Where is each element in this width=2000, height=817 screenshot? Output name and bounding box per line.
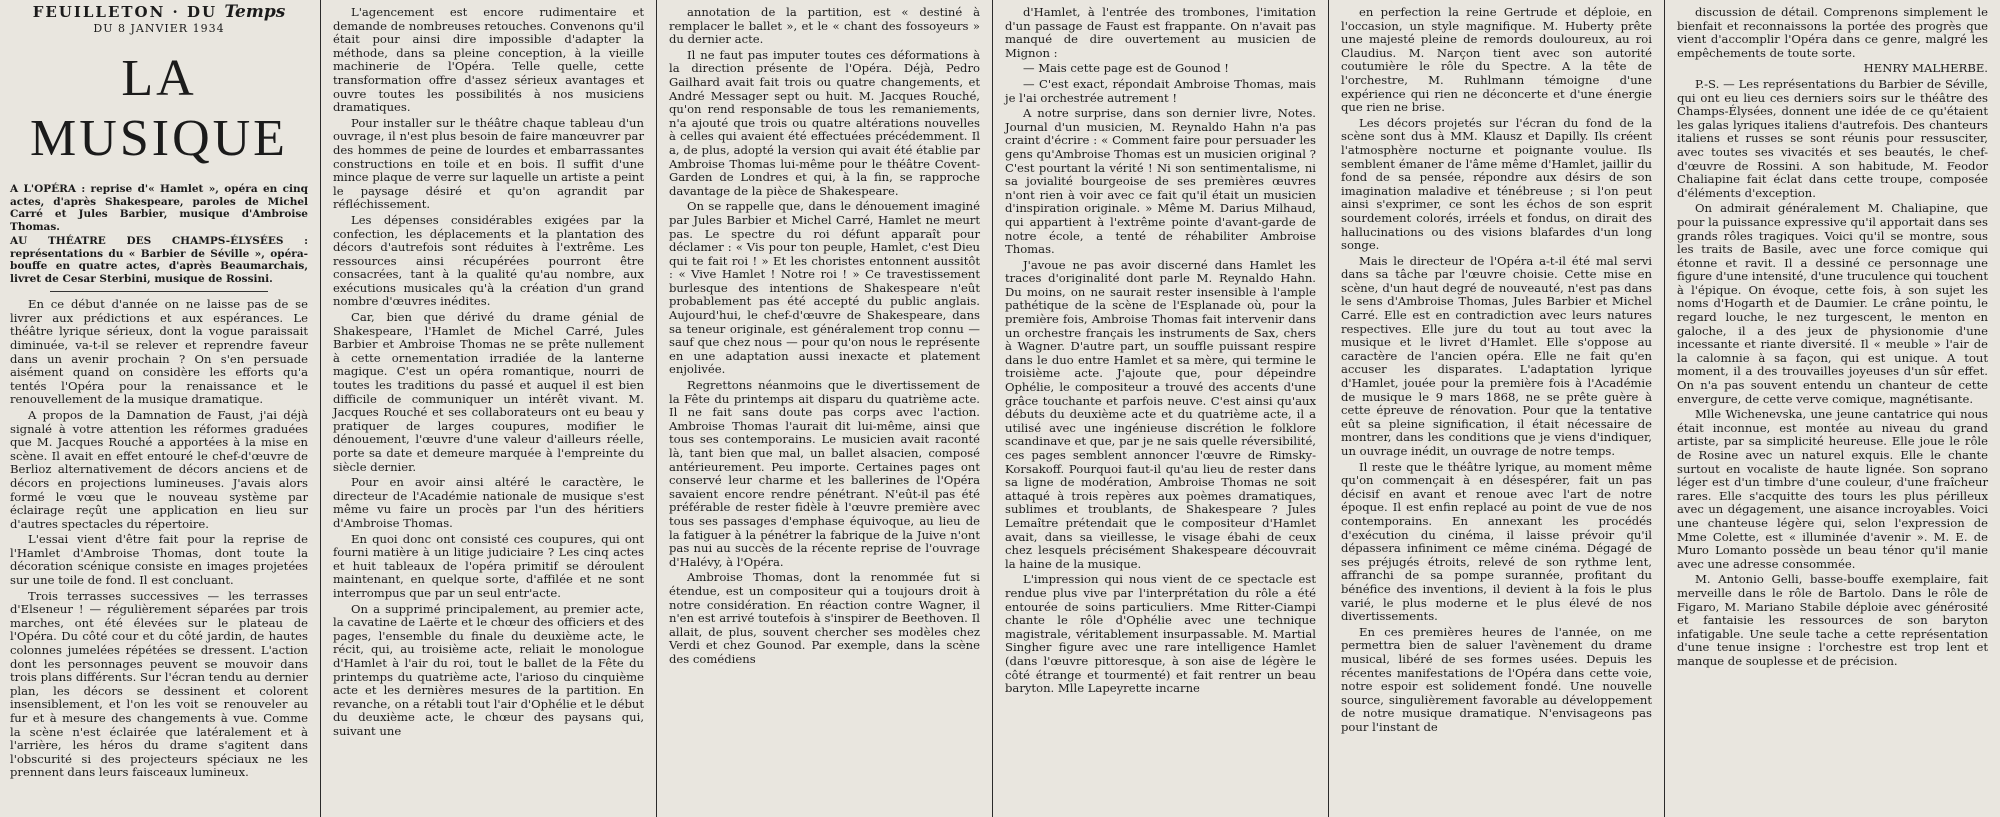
column-1 (0, 0, 320, 817)
dateline: DU 8 JANVIER 1934 (93, 21, 225, 35)
paragraph: M. Antonio Gelli, basse-bouffe exemplaire, fait merveille dans le rôle de Bartolo. Dans le rôle de Figaro, M. Mariano Stabile déploie avec générosité et fantaisie les ressources de son baryton infatigable. Une seule tache a cette représentation d'une tenue insigne : l'orchestre est trop lent et manque de souplesse et de précision. (1677, 572, 1988, 668)
paragraph: discussion de détail. Comprenons simplement le bienfait et reconnaissons la portée des progrès que vient d'accomplir l'Opéra dans ce genre, malgré les empêchements de toute sorte. (1677, 5, 1988, 60)
paragraph: A notre surprise, dans son dernier livre, Notes. Journal d'un musicien, M. Reynaldo Hahn n'a pas craint d'écrire : « Comment faire pour persuader les gens qu'Ambroise Thomas est un musicien original ? C'est pourtant la vérité ! Ni son sentimentalisme, ni sa jovialité bourgeoise de ses premières œuvres n'ont rien à voir avec ce fait qu'il était un musicien d'inspiration originale. » Même M. Darius Milhaud, qui appartient à l'extrême pointe d'avant-garde de notre école, a tenté de réhabiliter Ambroise Thomas. (1005, 106, 1316, 257)
column-4 (992, 0, 1328, 817)
headline: LA MUSIQUE (30, 50, 288, 168)
paragraph: d'Hamlet, à l'entrée des trombones, l'imitation d'un passage de Faust est frappante. On n'avait pas manqué de dire ouvertement au musicien de Mignon : (1005, 5, 1316, 60)
newspaper-logo: Temps (224, 2, 286, 22)
paragraph: L'agencement est encore rudimentaire et demande de nombreuses retouches. Convenons qu'il était pour ainsi dire impossible d'adapter la méthode, dans sa pleine conception, à la vieille machinerie de l'Opéra. Telle quelle, cette transformation offre d'assez sérieux avantages et ouvre toutes les possibilités à nos musiciens dramatiques. (333, 5, 644, 115)
paragraph: On a supprimé principalement, au premier acte, la cavatine de Laërte et le chœur des officiers et des pages, l'ensemble du finale du deuxième acte, le récit, qui, au troisième acte, reliait le monologue d'Hamlet à l'air du roi, tout le ballet de la Fête du printemps du quatrième acte, l'arioso du cinquième acte et les dernières mesures de la partition. En revanche, on a rétabli tout l'air d'Ophélie et le début du deuxième acte, le chœur des paysans qui, suivant une (333, 601, 644, 738)
paragraph: L'essai vient d'être fait pour la reprise de l'Hamlet d'Ambroise Thomas, dont toute la décoration scénique consiste en images projetées sur une toile de fond. Il est concluant. (10, 532, 308, 588)
paragraph: En ce début d'année on ne laisse pas de se livrer aux prédictions et aux espérances. Le théâtre lyrique sérieux, dont la vogue paraissait diminuée, va-t-il se relever et reprendre faveur dans un avenir prochain ? On s'en persuade aisément quand on considère les efforts qu'a tentés l'Opéra pour la renaissance et le renouvellement de la musique dramatique. (10, 297, 308, 407)
paragraph: — Mais cette page est de Gounod ! (1023, 61, 1229, 76)
author-signature: HENRY MALHERBE. (1863, 61, 1988, 76)
paragraph: Pour installer sur le théâtre chaque tableau d'un ouvrage, il n'est plus besoin de faire manœuvrer par des hommes de peine de lourdes et embarrassantes constructions en toile et en bois. Il suffit d'une mince plaque de verre sur laquelle un artiste a peint le paysage désiré et qu'on agrandit par réfléchissement. (333, 115, 644, 212)
paragraph: Pour en avoir ainsi altéré le caractère, le directeur de l'Académie nationale de musique s'est même vu faire un procès par l'un des héritiers d'Ambroise Thomas. (333, 475, 644, 530)
paragraph: Les dépenses considérables exigées par la confection, les déplacements et la plantation des décors d'autrefois sont réduites à l'extrême. Les ressources ainsi récupérées pourront être consacrées, tant à la qualité qu'au nombre, aux exécutions musicales qu'à la création d'un grand nombre d'œuvres inédites. (333, 212, 644, 309)
paragraph: Il ne faut pas imputer toutes ces déformations à la direction présente de l'Opéra. Déjà, Pedro Gailhard avait fait trois ou quatre changements, et André Messager sept ou huit. M. Jacques Rouché, qu'on rend responsable de tous les remaniements, n'a ajouté que trois ou quatre altérations nouvelles à celles qui avaient été effectuées précédemment. Il a, de plus, adopté la version qui avait été établie par Ambroise Thomas lui-même pour le théâtre Covent-Garden de Londres et qui, à la fin, se rapproche davantage de la pièce de Shakespeare. (669, 47, 980, 198)
column-3 (656, 0, 992, 817)
paragraph: Les décors projetés sur l'écran du fond de la scène sont dus à MM. Klausz et Dapilly. Ils créent l'atmosphère nocturne et poignante voulue. Ils semblent émaner de l'âme même d'Hamlet, jaillir du fond de sa pensée, répondre aux désirs de son imagination maladive et ténébreuse ; si l'on peut ainsi s'exprimer, ce sont les échos de son esprit sourdement colorés, irréels et fondus, on dirait des hallucinations ou des visions blafardes d'un long songe. (1341, 115, 1652, 253)
column-5 (1328, 0, 1664, 817)
column-6 (1664, 0, 2000, 817)
divider (50, 291, 268, 292)
paragraph: Il reste que le théâtre lyrique, au moment même qu'on commençait à en désespérer, fait un pas décisif en avant et renoue avec l'art de notre époque. Il est enfin replacé au point de vue de nos contemporains. En annexant les procédés d'exécution du cinéma, il laisse prévoir qu'il dépassera infiniment ce même cinéma. Dégagé de ses préjugés étroits, relevé de son rythme lent, affranchi de sa pompe surannée, profitant du bénéfice des inventions, il devient à la fois le plus varié, le plus moderne et le plus élevé de nos divertissements. (1341, 459, 1652, 624)
paragraph: — C'est exact, répondait Ambroise Thomas, mais je l'ai orchestrée autrement ! (1005, 76, 1316, 105)
paragraph: A propos de la Damnation de Faust, j'ai déjà signalé à votre attention les réformes graduées que M. Jacques Rouché a apportées à la mise en scène. Il avait en effet entouré le chef-d'œuvre de Berlioz alternativement de décors anciens et de décors en projections lumineuses. J'avais alors formé le vœu que le nouveau système par éclairage reçût une application en lieu sur d'autres spectacles du répertoire. (10, 407, 308, 531)
paragraph: Ambroise Thomas, dont la renommée fut si étendue, est un compositeur qui a toujours droit à notre considération. En réaction contre Wagner, il n'en est arrivé toutefois à s'inspirer de Beethoven. Il allait, de plus, souvent chercher ses modèles chez Verdi et chez Gounod. Par exemple, dans la scène des comédiens (669, 570, 980, 666)
paragraph: J'avoue ne pas avoir discerné dans Hamlet les traces d'originalité dont parle M. Reynaldo Hahn. Du moins, on ne saurait rester insensible à l'ample pathétique de la scène de l'Esplanade où, pour la première fois, Ambroise Thomas fait intervenir dans un orchestre français les instruments de Sax, chers à Wagner. D'autre part, un souffle puissant respire dans le duo entre Hamlet et sa mère, qui termine le troisième acte. J'ajoute que, pour dépeindre Ophélie, le compositeur a trouvé des accents d'une grâce touchante et parfois neuve. C'est ainsi qu'aux débuts du deuxième acte et du quatrième acte, il a utilisé avec une ingénieuse discrétion le folklore scandinave et que, par je ne sais quelle réversibilité, ces pages semblent annoncer l'œuvre de Rimsky-Korsakoff. Pourquoi faut-il qu'au lieu de rester dans sa ligne de modération, Ambroise Thomas ne soit attaqué à trois repères aux poèmes dramatiques, sublimes et troublants, de Shakespeare ? Jules Lemaître prétendait que le compositeur d'Hamlet avait, dans sa vieillesse, le visage ébahi de ceux chez lesquels précisément Shakespeare découvrait la haine de la musique. (1005, 257, 1316, 571)
feuilleton-label (10, 2, 308, 22)
paragraph: annotation de la partition, est « destiné à remplacer le ballet », et le « chant des fossoyeurs » du dernier acte. (669, 5, 980, 47)
paragraph: P.-S. — Les représentations du Barbier de Séville, qui ont eu lieu ces derniers soirs sur le théâtre des Champs-Élysées, donnent une idée de ce qu'étaient les galas lyriques italiens d'autrefois. Des chanteurs italiens et russes se sont réunis pour ressusciter, avec toutes ses vivacités et ses beautés, le chef-d'œuvre de Rossini. A son habitude, M. Feodor Chaliapine fait éclat dans cette troupe, composée d'éléments d'exception. (1677, 76, 1988, 200)
masthead (10, 2, 308, 35)
program-champs-elysees: AU THÉATRE DES CHAMPS-ÉLYSÉES : représentations du « Barbier de Séville », opéra-bouffe en quatre actes, d'après Beaumarchais, livret de Cesar Sterbini, musique de Rossini. (10, 235, 308, 285)
paragraph: En ces premières heures de l'année, on me permettra bien de saluer l'avènement du drame musical, libéré de ses formes usées. Depuis les récentes manifestations de l'Opéra dans cette voie, notre espoir est solidement fondé. Une nouvelle source, singulièrement favorable au développement de notre musique dramatique. N'envisageons pas pour l'instant de (1341, 624, 1652, 734)
paragraph: On se rappelle que, dans le dénouement imaginé par Jules Barbier et Michel Carré, Hamlet ne meurt pas. Le spectre du roi défunt apparaît pour déclamer : « Vis pour ton peuple, Hamlet, c'est Dieu qui te fait roi ! » Et les choristes entonnent aussitôt : « Vive Hamlet ! Notre roi ! » Ce travestissement burlesque des intentions de Shakespeare n'eût probablement pas été accepté du public anglais. Aujourd'hui, le chef-d'œuvre de Shakespeare, dans sa teneur originale, est généralement trop connu — sauf que chez nous — pour qu'on nous le représente en une adaptation aussi inexacte et platement enjolivée. (669, 199, 980, 377)
program-opera: A L'OPÉRA : reprise d'« Hamlet », opéra en cinq actes, d'après Shakespeare, paroles de Michel Carré et Jules Barbier, musique d'Ambroise Thomas. (10, 183, 308, 233)
paragraph: Mlle Wichenevska, une jeune cantatrice qui nous était inconnue, est montée au niveau du grand artiste, par sa simplicité heureuse. Elle joue le rôle de Rosine avec un naturel exquis. Elle le chante surtout en vocaliste de haute lignée. Son soprano léger est d'un timbre d'une couleur, d'une fraîcheur rares. Elle s'acquitte des tours les plus périlleux avec un dégagement, une aisance incroyables. Voici une chanteuse légère qui, selon l'expression de Mme Colette, est « illuminée d'avenir ». M. E. de Muro Lomanto possède un beau ténor qu'il manie avec une adresse consommée. (1677, 407, 1988, 571)
paragraph: Car, bien que dérivé du drame génial de Shakespeare, l'Hamlet de Michel Carré, Jules Barbier et Ambroise Thomas ne se prête nullement à cette ornementation irradiée de la lanterne magique. C'est un opéra romantique, nourri de toutes les traditions du passé et auquel il est bien difficile de communiquer un intérêt vivant. M. Jacques Rouché et ses collaborateurs ont eu beau y pratiquer de larges coupures, modifier le dénouement, l'œuvre d'une valeur d'ailleurs réelle, porte sa date et demeure marquée à l'empreinte du siècle dernier. (333, 310, 644, 474)
paragraph: Trois terrasses successives — les terrasses d'Elseneur ! — régulièrement séparées par trois marches, ont été élevées sur le plateau de l'Opéra. Du côté cour et du côté jardin, de hautes colonnes jumelées répétées se dressent. L'action dont les personnages peuvent se mouvoir dans trois plans différents. Sur l'écran tendu au dernier plan, les décors se dessinent et colorent insensiblement, et l'on les voit se renouveler au fur et à mesure des changements à vue. Comme la scène n'est éclairée que latéralement et à l'arrière, les héros du drame s'agitent dans l'obscurité si des projecteurs spéciaux ne les prennent dans leurs faisceaux lumineux. (10, 588, 308, 780)
paragraph: Mais le directeur de l'Opéra a-t-il été mal servi dans sa tâche par l'œuvre choisie. Cette mise en scène, d'un haut degré de nouveauté, n'est pas dans le sens d'Ambroise Thomas, Jules Barbier et Michel Carré. Elle est en contradiction avec leurs natures respectives. Elle jure du tout au tout avec la musique et le livret d'Hamlet. Elle s'oppose au caractère de l'ancien opéra. Elle ne fait qu'en accuser les disparates. L'adaptation lyrique d'Hamlet, jouée pour la première fois à l'Académie de musique le 9 mars 1868, ne se prête guère à cette épreuve de rénovation. Pour que la tentative eût sa pleine signification, il était nécessaire de montrer, dans les conditions que je viens d'indiquer, un ouvrage inédit, un ouvrage de notre temps. (1341, 253, 1652, 458)
paragraph: Regrettons néanmoins que le divertissement de la Fête du printemps ait disparu du quatrième acte. Il ne fait sans doute pas corps avec l'action. Ambroise Thomas l'aurait dit lui-même, ainsi que tous ses contemporains. Le musicien avait raconté là, tant bien que mal, un ballet alsacien, composé antérieurement. Peu importe. Certaines pages ont conservé leur charme et les ballerines de l'Opéra savaient encore rendre pénétrant. N'eût-il pas été préférable de rester fidèle à l'œuvre première avec tous ses passages d'emphase équivoque, au lieu de la fatiguer à la pénétrer la fabrique de la Juive n'ont pas nui au succès de la récente reprise de l'ouvrage d'Halévy, à l'Opéra. (669, 378, 980, 569)
paragraph: On admirait généralement M. Chaliapine, que pour la puissance expressive qu'il apportait dans ses grands rôles tragiques. Voici qu'il se montre, sous les traits de Basile, avec une force comique qui étonne et ravit. Il a dessiné ce personnage une figure d'une intensité, d'une truculence qui touchent à l'épique. On évoque, cette fois, à son sujet les noms d'Hogarth et de Daumier. Le crâne pointu, le regard louche, le nez turgescent, le menton en galoche, il a des jeux de physionomie d'une incessante et riante diversité. Il « meuble » l'air de la calomnie à sa façon, qui est unique. A tout moment, il a des trouvailles joyeuses d'un sûr effet. On n'a pas souvent entendu un chanteur de cette envergure, de cette verve comique, magnétisante. (1677, 201, 1988, 406)
feuilleton-text: FEUILLETON · DU (32, 3, 218, 21)
paragraph: L'impression qui nous vient de ce spectacle est rendue plus vive par l'interprétation du rôle a été entourée de soins particuliers. Mme Ritter-Ciampi chante le rôle d'Ophélie avec une technique magistrale, véritablement insurpassable. M. Martial Singher figure avec une rare intelligence Hamlet (dans l'œuvre pittoresque, à son aise de légère le côté étrange et tourmenté) et fait rentrer un beau baryton. Mlle Lapeyrette incarne (1005, 572, 1316, 696)
column-2 (320, 0, 656, 817)
paragraph: en perfection la reine Gertrude et déploie, en l'occasion, un style magnifique. M. Huberty prête une majesté pleine de remords douloureux, au roi Claudius. M. Narçon tient avec son autorité coutumière le rôle du Spectre. A la tête de l'orchestre, M. Ruhlmann témoigne d'une expérience qui rien ne déconcerte et d'une énergie que rien ne brise. (1341, 5, 1652, 115)
paragraph: En quoi donc ont consisté ces coupures, qui ont fourni matière à un litige judiciaire ? Les cinq actes et huit tableaux de l'opéra primitif se déroulent maintenant, en quelque sorte, d'affilée et ne sont interrompus que par un seul entr'acte. (333, 531, 644, 600)
